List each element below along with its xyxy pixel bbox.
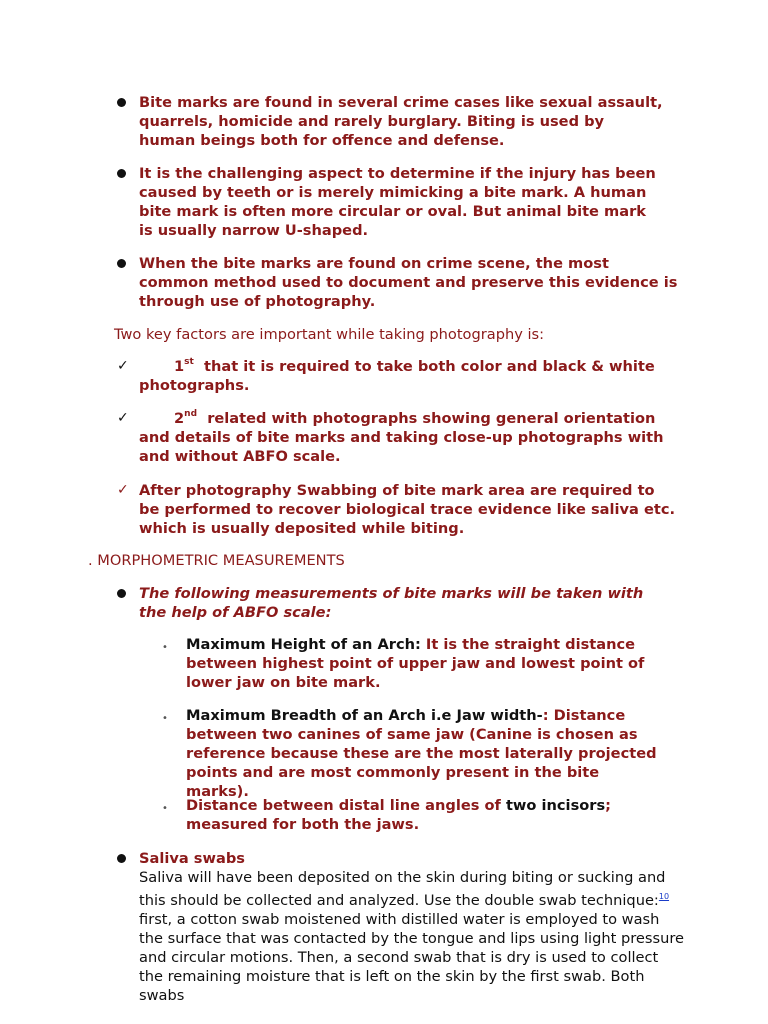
checkmark-icon: ✓	[117, 358, 129, 374]
challenge-paragraph: It is the challenging aspect to determine if the injury has been caused by teeth or is merely mimicking a bite mark. A human bite mark is often more circular or oval. But animal bite mark is usually narrow U-shaped.	[139, 165, 656, 239]
saliva-heading: Saliva swabs	[139, 850, 245, 867]
photography-paragraph: When the bite marks are found on crime scene, the most common method used to document and preserve this evidence is through use of photography.	[139, 255, 678, 310]
measure-intro: The following measurements of bite marks will be taken with the help of ABFO scale:	[139, 585, 644, 621]
measure-item-3: Distance between distal line angles of two incisors; measured for both the jaws.	[186, 797, 612, 833]
saliva-body: Saliva will have been deposited on the skin during biting or sucking and this should be collected and analyzed. Use the double swab technique:$^{10}$ first, a cotton swab moistened with distilled water is employed to wash the surface that was contacted by the tongue and lips using light pressure and circular motions. Then, a second swab that is dry is used to collect the remaining moisture that is left on the skin by the first swab. Both swabs	[139, 869, 684, 1004]
bite-marks-paragraph: Bite marks are found in several crime cases like sexual assault, quarrels, homicide and rarely burglary. Biting is used by human beings both for offence and defense.	[139, 94, 663, 149]
bullet-icon	[117, 169, 126, 178]
checkmark-icon: ✓	[117, 482, 129, 498]
check-item-2: 2nd related with photographs showing general orientation and details of bite marks and taking close-up photographs with and without ABFO scale.	[139, 409, 664, 465]
small-bullet-icon: •	[162, 642, 168, 653]
bullet-icon	[117, 589, 126, 598]
measure-item-2: Maximum Breadth of an Arch i.e Jaw width-: Distance between two canines of same jaw (Canine is chosen as reference because these are the most laterally projected points and are most commonly present in the bite marks).	[186, 707, 657, 800]
small-bullet-icon: •	[162, 803, 168, 814]
check-item-3: After photography Swabbing of bite mark area are required to be performed to recover biological trace evidence like saliva etc. which is usually deposited while biting.	[139, 482, 676, 537]
measure-item-1: Maximum Height of an Arch: It is the straight distance between highest point of upper jaw and lowest point of lower jaw on bite mark.	[186, 636, 645, 691]
bullet-icon	[117, 98, 126, 107]
bullet-icon	[117, 259, 126, 268]
footnote-link[interactable]: 10	[658, 892, 670, 901]
bullet-icon	[117, 854, 126, 863]
small-bullet-icon: •	[162, 713, 168, 724]
checkmark-icon: ✓	[117, 410, 129, 426]
factors-intro: Two key factors are important while taking photography is:	[114, 326, 545, 343]
section-heading: . MORPHOMETRIC MEASUREMENTS	[88, 552, 345, 569]
check-item-1: 1st that it is required to take both color and black & white photographs.	[139, 357, 655, 394]
